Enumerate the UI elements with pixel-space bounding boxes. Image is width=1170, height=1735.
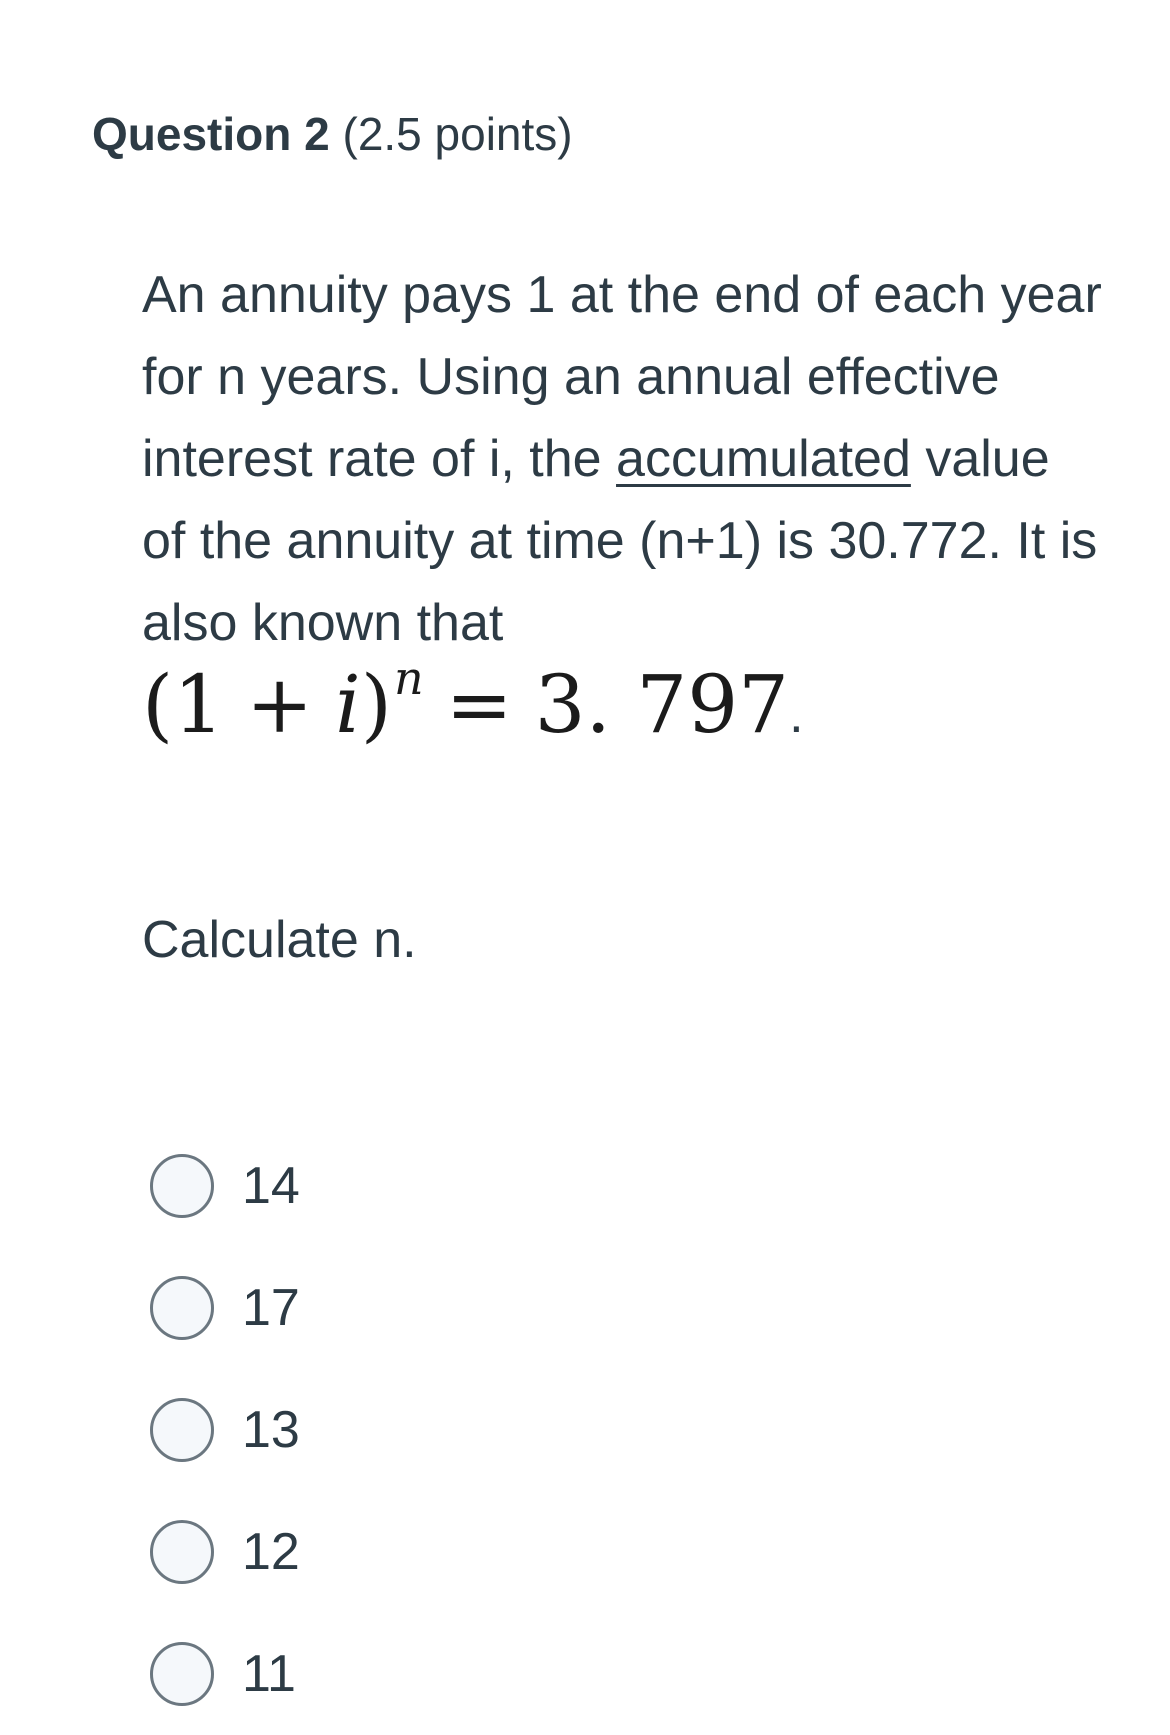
question-text-part2: value of the annuity at time (n+1) is 30.772. It is also known that: [142, 430, 1098, 652]
option-label: 12: [242, 1523, 300, 1581]
question-points: (2.5 points): [342, 108, 573, 160]
trailing-period: .: [789, 686, 804, 744]
radio-button[interactable]: [150, 1520, 214, 1584]
option-label: 17: [242, 1279, 300, 1337]
question-header: [92, 104, 573, 164]
math-var: i: [335, 658, 361, 751]
radio-button[interactable]: [150, 1398, 214, 1462]
math-plus: +: [246, 658, 314, 751]
radio-button[interactable]: [150, 1276, 214, 1340]
radio-button[interactable]: [150, 1642, 214, 1706]
math-open: (1: [142, 658, 225, 751]
question-prompt: Calculate n.: [142, 911, 417, 969]
option-label: 14: [242, 1157, 300, 1215]
question-text-part1: An annuity pays 1 at the end of each year for n years. Using an annual effective interest rate of i, the: [142, 266, 1102, 488]
question-text: [142, 254, 1102, 757]
math-equals: =: [445, 658, 513, 751]
math-exponent: n: [393, 651, 424, 705]
math-expression: [142, 651, 790, 751]
answer-option[interactable]: [150, 1125, 300, 1247]
answer-option[interactable]: [150, 1491, 300, 1613]
underlined-word: accumulated: [616, 430, 911, 488]
question-body: [142, 254, 1102, 757]
answer-option[interactable]: [150, 1247, 300, 1369]
answer-options: [150, 1125, 300, 1735]
option-label: 11: [242, 1645, 296, 1703]
answer-option[interactable]: [150, 1369, 300, 1491]
answer-option[interactable]: [150, 1613, 300, 1735]
math-close: ): [360, 658, 392, 751]
question-title: Question 2: [92, 108, 330, 160]
option-label: 13: [242, 1401, 300, 1459]
math-value: 3. 797: [534, 658, 790, 751]
radio-button[interactable]: [150, 1154, 214, 1218]
